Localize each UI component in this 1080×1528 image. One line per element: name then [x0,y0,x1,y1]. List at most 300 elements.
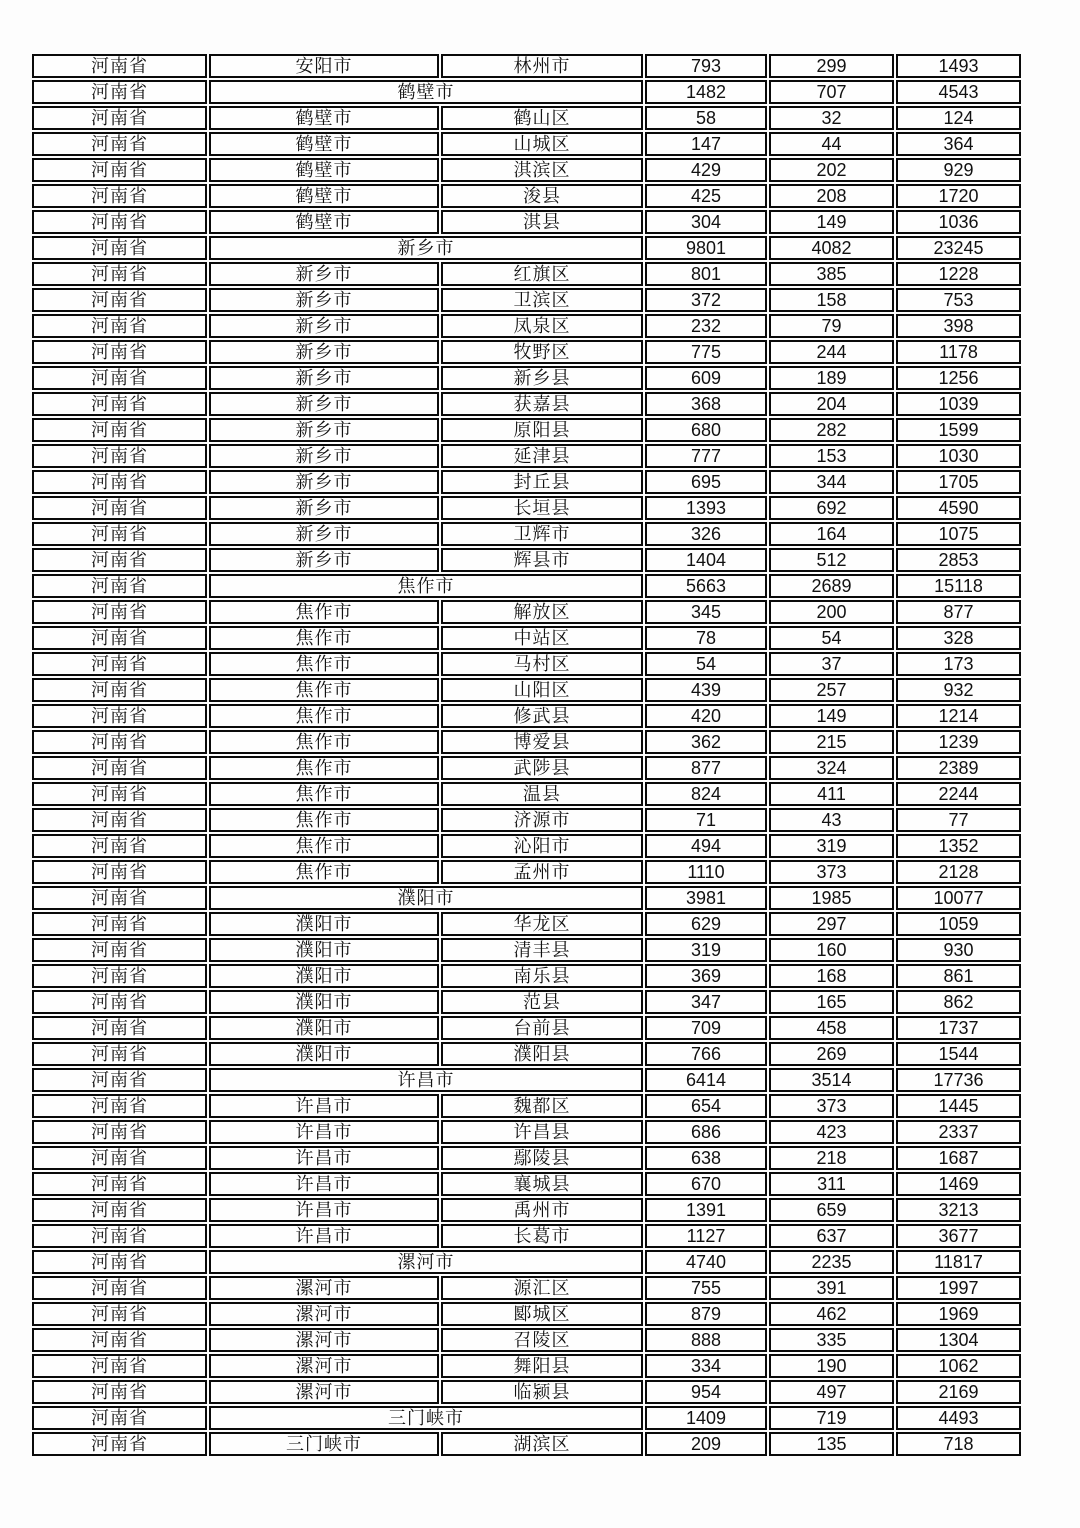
value-cell: 232 [645,314,767,338]
value-cell: 297 [769,912,894,936]
value-cell: 423 [769,1120,894,1144]
district-cell: 浚县 [441,184,643,208]
city-cell: 新乡市 [209,444,439,468]
value-cell: 1228 [896,262,1021,286]
district-cell: 山阳区 [441,678,643,702]
value-cell: 888 [645,1328,767,1352]
value-cell: 3213 [896,1198,1021,1222]
value-cell: 879 [645,1302,767,1326]
city-cell: 新乡市 [209,522,439,546]
city-cell: 焦作市 [209,600,439,624]
province-cell: 河南省 [32,314,207,338]
table-row [32,990,1021,1014]
city-cell: 安阳市 [209,54,439,78]
value-cell: 1445 [896,1094,1021,1118]
value-cell: 153 [769,444,894,468]
table-row [32,1354,1021,1378]
district-cell: 长葛市 [441,1224,643,1248]
city-cell: 许昌市 [209,1094,439,1118]
city-cell: 焦作市 [209,860,439,884]
district-cell: 牧野区 [441,340,643,364]
value-cell: 692 [769,496,894,520]
value-cell: 801 [645,262,767,286]
province-cell: 河南省 [32,366,207,390]
value-cell: 1214 [896,704,1021,728]
table-row [32,132,1021,156]
value-cell: 1985 [769,886,894,910]
table-row [32,80,1021,104]
table-row [32,340,1021,364]
district-cell: 封丘县 [441,470,643,494]
value-cell: 5663 [645,574,767,598]
city-total-cell: 焦作市 [209,574,643,598]
value-cell: 670 [645,1172,767,1196]
value-cell: 311 [769,1172,894,1196]
value-cell: 147 [645,132,767,156]
city-cell: 许昌市 [209,1172,439,1196]
value-cell: 71 [645,808,767,832]
value-cell: 54 [769,626,894,650]
value-cell: 2389 [896,756,1021,780]
province-cell: 河南省 [32,418,207,442]
city-cell: 新乡市 [209,548,439,572]
district-cell: 禹州市 [441,1198,643,1222]
province-cell: 河南省 [32,158,207,182]
province-cell: 河南省 [32,1250,207,1274]
value-cell: 1075 [896,522,1021,546]
value-cell: 1544 [896,1042,1021,1066]
value-cell: 929 [896,158,1021,182]
city-total-cell: 三门峡市 [209,1406,643,1430]
value-cell: 2337 [896,1120,1021,1144]
value-cell: 10077 [896,886,1021,910]
value-cell: 4543 [896,80,1021,104]
province-cell: 河南省 [32,1172,207,1196]
value-cell: 347 [645,990,767,1014]
table-row [32,106,1021,130]
district-cell: 清丰县 [441,938,643,962]
value-cell: 324 [769,756,894,780]
province-cell: 河南省 [32,990,207,1014]
value-cell: 629 [645,912,767,936]
value-cell: 1391 [645,1198,767,1222]
table-row [32,54,1021,78]
value-cell: 334 [645,1354,767,1378]
district-cell: 博爱县 [441,730,643,754]
district-cell: 山城区 [441,132,643,156]
province-cell: 河南省 [32,808,207,832]
value-cell: 1493 [896,54,1021,78]
table-row [32,1198,1021,1222]
value-cell: 954 [645,1380,767,1404]
district-cell: 华龙区 [441,912,643,936]
city-cell: 鹤壁市 [209,210,439,234]
value-cell: 1482 [645,80,767,104]
province-cell: 河南省 [32,444,207,468]
city-cell: 漯河市 [209,1380,439,1404]
province-cell: 河南省 [32,782,207,806]
district-cell: 湖滨区 [441,1432,643,1456]
city-cell: 焦作市 [209,808,439,832]
value-cell: 368 [645,392,767,416]
city-cell: 新乡市 [209,392,439,416]
table-row [32,1120,1021,1144]
value-cell: 345 [645,600,767,624]
value-cell: 43 [769,808,894,832]
district-cell: 源汇区 [441,1276,643,1300]
value-cell: 1059 [896,912,1021,936]
value-cell: 4493 [896,1406,1021,1430]
province-cell: 河南省 [32,626,207,650]
value-cell: 1969 [896,1302,1021,1326]
table-row [32,1224,1021,1248]
table-row [32,1016,1021,1040]
province-cell: 河南省 [32,1068,207,1092]
province-cell: 河南省 [32,106,207,130]
district-cell: 红旗区 [441,262,643,286]
value-cell: 755 [645,1276,767,1300]
value-cell: 707 [769,80,894,104]
city-cell: 濮阳市 [209,1016,439,1040]
city-cell: 许昌市 [209,1120,439,1144]
province-cell: 河南省 [32,288,207,312]
province-cell: 河南省 [32,938,207,962]
city-cell: 漯河市 [209,1276,439,1300]
value-cell: 411 [769,782,894,806]
province-cell: 河南省 [32,1094,207,1118]
value-cell: 4590 [896,496,1021,520]
province-cell: 河南省 [32,1042,207,1066]
value-cell: 54 [645,652,767,676]
district-cell: 中站区 [441,626,643,650]
province-cell: 河南省 [32,470,207,494]
value-cell: 1030 [896,444,1021,468]
district-cell: 新乡县 [441,366,643,390]
table-row [32,782,1021,806]
province-cell: 河南省 [32,704,207,728]
value-cell: 149 [769,704,894,728]
value-cell: 135 [769,1432,894,1456]
value-cell: 17736 [896,1068,1021,1092]
table-row [32,1042,1021,1066]
table-row [32,938,1021,962]
province-cell: 河南省 [32,860,207,884]
city-cell: 新乡市 [209,470,439,494]
value-cell: 373 [769,1094,894,1118]
city-total-cell: 新乡市 [209,236,643,260]
table-row [32,574,1021,598]
value-cell: 932 [896,678,1021,702]
city-cell: 三门峡市 [209,1432,439,1456]
value-cell: 2244 [896,782,1021,806]
province-cell: 河南省 [32,756,207,780]
value-cell: 160 [769,938,894,962]
value-cell: 218 [769,1146,894,1170]
table-row [32,860,1021,884]
value-cell: 165 [769,990,894,1014]
district-cell: 温县 [441,782,643,806]
province-cell: 河南省 [32,522,207,546]
value-cell: 208 [769,184,894,208]
value-cell: 257 [769,678,894,702]
value-cell: 149 [769,210,894,234]
value-cell: 1409 [645,1406,767,1430]
value-cell: 77 [896,808,1021,832]
province-cell: 河南省 [32,574,207,598]
value-cell: 398 [896,314,1021,338]
table-row [32,444,1021,468]
city-cell: 漯河市 [209,1328,439,1352]
value-cell: 680 [645,418,767,442]
value-cell: 362 [645,730,767,754]
city-cell: 焦作市 [209,782,439,806]
province-cell: 河南省 [32,600,207,624]
province-cell: 河南省 [32,132,207,156]
value-cell: 373 [769,860,894,884]
table-row [32,756,1021,780]
province-cell: 河南省 [32,548,207,572]
value-cell: 1127 [645,1224,767,1248]
value-cell: 861 [896,964,1021,988]
value-cell: 439 [645,678,767,702]
table-row [32,652,1021,676]
value-cell: 638 [645,1146,767,1170]
district-cell: 淇滨区 [441,158,643,182]
district-cell: 淇县 [441,210,643,234]
value-cell: 425 [645,184,767,208]
value-cell: 1256 [896,366,1021,390]
district-cell: 舞阳县 [441,1354,643,1378]
province-cell: 河南省 [32,1302,207,1326]
district-cell: 延津县 [441,444,643,468]
value-cell: 209 [645,1432,767,1456]
value-cell: 79 [769,314,894,338]
value-cell: 877 [896,600,1021,624]
table-row [32,418,1021,442]
district-cell: 修武县 [441,704,643,728]
province-cell: 河南省 [32,678,207,702]
value-cell: 695 [645,470,767,494]
value-cell: 1039 [896,392,1021,416]
district-cell: 林州市 [441,54,643,78]
table-row [32,522,1021,546]
district-cell: 许昌县 [441,1120,643,1144]
value-cell: 319 [769,834,894,858]
value-cell: 364 [896,132,1021,156]
value-cell: 930 [896,938,1021,962]
province-cell: 河南省 [32,340,207,364]
province-cell: 河南省 [32,184,207,208]
table-row [32,730,1021,754]
table-row [32,626,1021,650]
value-cell: 326 [645,522,767,546]
value-cell: 654 [645,1094,767,1118]
value-cell: 58 [645,106,767,130]
value-cell: 189 [769,366,894,390]
city-cell: 濮阳市 [209,912,439,936]
value-cell: 877 [645,756,767,780]
city-cell: 漯河市 [209,1302,439,1326]
district-cell: 鹤山区 [441,106,643,130]
province-cell: 河南省 [32,1276,207,1300]
district-cell: 台前县 [441,1016,643,1040]
value-cell: 1404 [645,548,767,572]
district-cell: 济源市 [441,808,643,832]
table-row [32,678,1021,702]
city-cell: 新乡市 [209,418,439,442]
value-cell: 319 [645,938,767,962]
value-cell: 458 [769,1016,894,1040]
district-cell: 辉县市 [441,548,643,572]
province-cell: 河南省 [32,1380,207,1404]
value-cell: 2169 [896,1380,1021,1404]
value-cell: 1720 [896,184,1021,208]
province-cell: 河南省 [32,1328,207,1352]
value-cell: 391 [769,1276,894,1300]
city-cell: 新乡市 [209,496,439,520]
value-cell: 429 [645,158,767,182]
table-row [32,1146,1021,1170]
value-cell: 269 [769,1042,894,1066]
district-cell: 沁阳市 [441,834,643,858]
value-cell: 512 [769,548,894,572]
district-cell: 凤泉区 [441,314,643,338]
city-cell: 许昌市 [209,1198,439,1222]
value-cell: 2689 [769,574,894,598]
value-cell: 1469 [896,1172,1021,1196]
district-cell: 马村区 [441,652,643,676]
table-row [32,808,1021,832]
value-cell: 9801 [645,236,767,260]
value-cell: 23245 [896,236,1021,260]
value-cell: 709 [645,1016,767,1040]
value-cell: 4082 [769,236,894,260]
province-cell: 河南省 [32,652,207,676]
district-cell: 临颍县 [441,1380,643,1404]
city-cell: 鹤壁市 [209,106,439,130]
table-row [32,1380,1021,1404]
district-cell: 南乐县 [441,964,643,988]
value-cell: 124 [896,106,1021,130]
value-cell: 1239 [896,730,1021,754]
city-cell: 焦作市 [209,834,439,858]
value-cell: 335 [769,1328,894,1352]
value-cell: 204 [769,392,894,416]
value-cell: 494 [645,834,767,858]
province-cell: 河南省 [32,1406,207,1430]
province-cell: 河南省 [32,1146,207,1170]
value-cell: 2235 [769,1250,894,1274]
city-total-cell: 鹤壁市 [209,80,643,104]
table-body [32,54,1021,1456]
district-cell: 长垣县 [441,496,643,520]
province-cell: 河南省 [32,834,207,858]
city-total-cell: 漯河市 [209,1250,643,1274]
city-cell: 漯河市 [209,1354,439,1378]
value-cell: 78 [645,626,767,650]
district-cell: 鄢陵县 [441,1146,643,1170]
table-row [32,470,1021,494]
value-cell: 3514 [769,1068,894,1092]
table-row [32,1328,1021,1352]
value-cell: 37 [769,652,894,676]
table-row [32,210,1021,234]
district-cell: 获嘉县 [441,392,643,416]
table-row [32,314,1021,338]
value-cell: 1178 [896,340,1021,364]
value-cell: 420 [645,704,767,728]
value-cell: 372 [645,288,767,312]
city-cell: 鹤壁市 [209,184,439,208]
value-cell: 173 [896,652,1021,676]
value-cell: 202 [769,158,894,182]
table-row [32,1094,1021,1118]
value-cell: 753 [896,288,1021,312]
city-cell: 焦作市 [209,756,439,780]
value-cell: 1737 [896,1016,1021,1040]
value-cell: 1705 [896,470,1021,494]
province-cell: 河南省 [32,1198,207,1222]
table-row [32,912,1021,936]
value-cell: 369 [645,964,767,988]
city-cell: 濮阳市 [209,938,439,962]
province-cell: 河南省 [32,730,207,754]
value-cell: 328 [896,626,1021,650]
district-cell: 郾城区 [441,1302,643,1326]
province-cell: 河南省 [32,1016,207,1040]
province-cell: 河南省 [32,912,207,936]
province-cell: 河南省 [32,210,207,234]
city-cell: 焦作市 [209,652,439,676]
district-cell: 卫滨区 [441,288,643,312]
value-cell: 462 [769,1302,894,1326]
district-cell: 襄城县 [441,1172,643,1196]
value-cell: 766 [645,1042,767,1066]
value-cell: 1062 [896,1354,1021,1378]
value-cell: 2853 [896,548,1021,572]
city-cell: 焦作市 [209,678,439,702]
table-row [32,548,1021,572]
city-cell: 焦作市 [209,626,439,650]
table-row [32,704,1021,728]
province-cell: 河南省 [32,1354,207,1378]
value-cell: 1393 [645,496,767,520]
data-table [30,52,1023,1458]
city-cell: 濮阳市 [209,964,439,988]
city-cell: 新乡市 [209,340,439,364]
value-cell: 168 [769,964,894,988]
value-cell: 44 [769,132,894,156]
value-cell: 497 [769,1380,894,1404]
value-cell: 1304 [896,1328,1021,1352]
province-cell: 河南省 [32,262,207,286]
district-cell: 孟州市 [441,860,643,884]
table-row [32,1172,1021,1196]
city-cell: 鹤壁市 [209,158,439,182]
province-cell: 河南省 [32,886,207,910]
district-cell: 召陵区 [441,1328,643,1352]
district-cell: 武陟县 [441,756,643,780]
value-cell: 1997 [896,1276,1021,1300]
value-cell: 1687 [896,1146,1021,1170]
value-cell: 637 [769,1224,894,1248]
value-cell: 200 [769,600,894,624]
value-cell: 775 [645,340,767,364]
city-cell: 许昌市 [209,1146,439,1170]
table-row [32,158,1021,182]
table-row [32,392,1021,416]
city-cell: 新乡市 [209,314,439,338]
